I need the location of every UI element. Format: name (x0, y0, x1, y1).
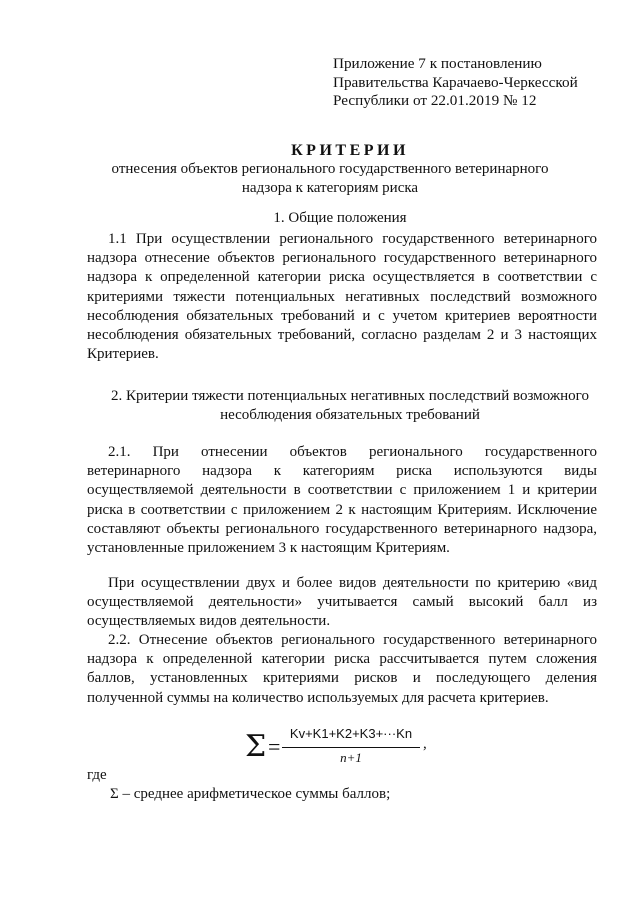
paragraph-2-1-continued: При осуществлении двух и более видов деятельности по критерию «вид осуществляемой деятельности» учитывается самый высокий балл из осуществляемых видов деятельности. (87, 575, 597, 630)
fraction-line (282, 747, 420, 748)
appendix-line-2: Правительства Карачаево-Черкесской (333, 73, 578, 91)
formula-sigma: Σ (245, 729, 267, 764)
appendix-line-3: Республики от 22.01.2019 № 12 (333, 92, 537, 109)
section-2-heading: 2. Критерии тяжести потенциальных негативных последствий возможного несоблюдения обязательных требований (111, 388, 589, 423)
appendix-note (333, 55, 578, 111)
formula-denominator: n+1 (340, 750, 362, 765)
appendix-line-1: Приложение 7 к постановлению (333, 55, 542, 72)
formula-numerator: Kv+K1+K2+K3+···Kn (289, 726, 413, 741)
formula-comma: , (423, 736, 427, 752)
formula-equals: = (268, 734, 281, 759)
paragraph-1-1: 1.1 При осуществлении регионального государственного ветеринарного надзора отнесение объектов регионального государственного ветеринарного надзора к определенной категории риска осуществляется в соответствии с критериями тяжести потенциальных негативных последствий возможного несоблюдения обязательных требований и с учетом критериев вероятности несоблюдения обязательных требований, согласно разделам 2 и 3 настоящих Критериев. (87, 231, 597, 363)
document-title: КРИТЕРИИ (291, 142, 409, 159)
sigma-definition: Σ – среднее арифметическое суммы баллов; (110, 786, 391, 802)
where-label: где (87, 767, 107, 783)
paragraph-2-1: 2.1. При отнесении объектов регионального государственного ветеринарного надзора к категориям риска используются виды осуществляемой деятельности в соответствии с приложением 1 и критерии риска в соответствии с приложением 2 к настоящим Критериям. Исключение составляют объекты регионального государственного ветеринарного надзора, установленные приложением 3 к настоящим Критериям. (87, 444, 597, 557)
average-formula (245, 720, 465, 780)
document-subtitle: отнесения объектов регионального государственного ветеринарного надзора к категориям риска (111, 161, 549, 196)
section-1-heading: 1. Общие положения (273, 210, 407, 226)
paragraph-2-2: 2.2. Отнесение объектов регионального государственного ветеринарного надзора к определенной категории риска рассчитывается путем сложения баллов, установленных критериями рисков и последующего деления полученной суммы на количество используемых для расчета критериев. (87, 632, 597, 706)
